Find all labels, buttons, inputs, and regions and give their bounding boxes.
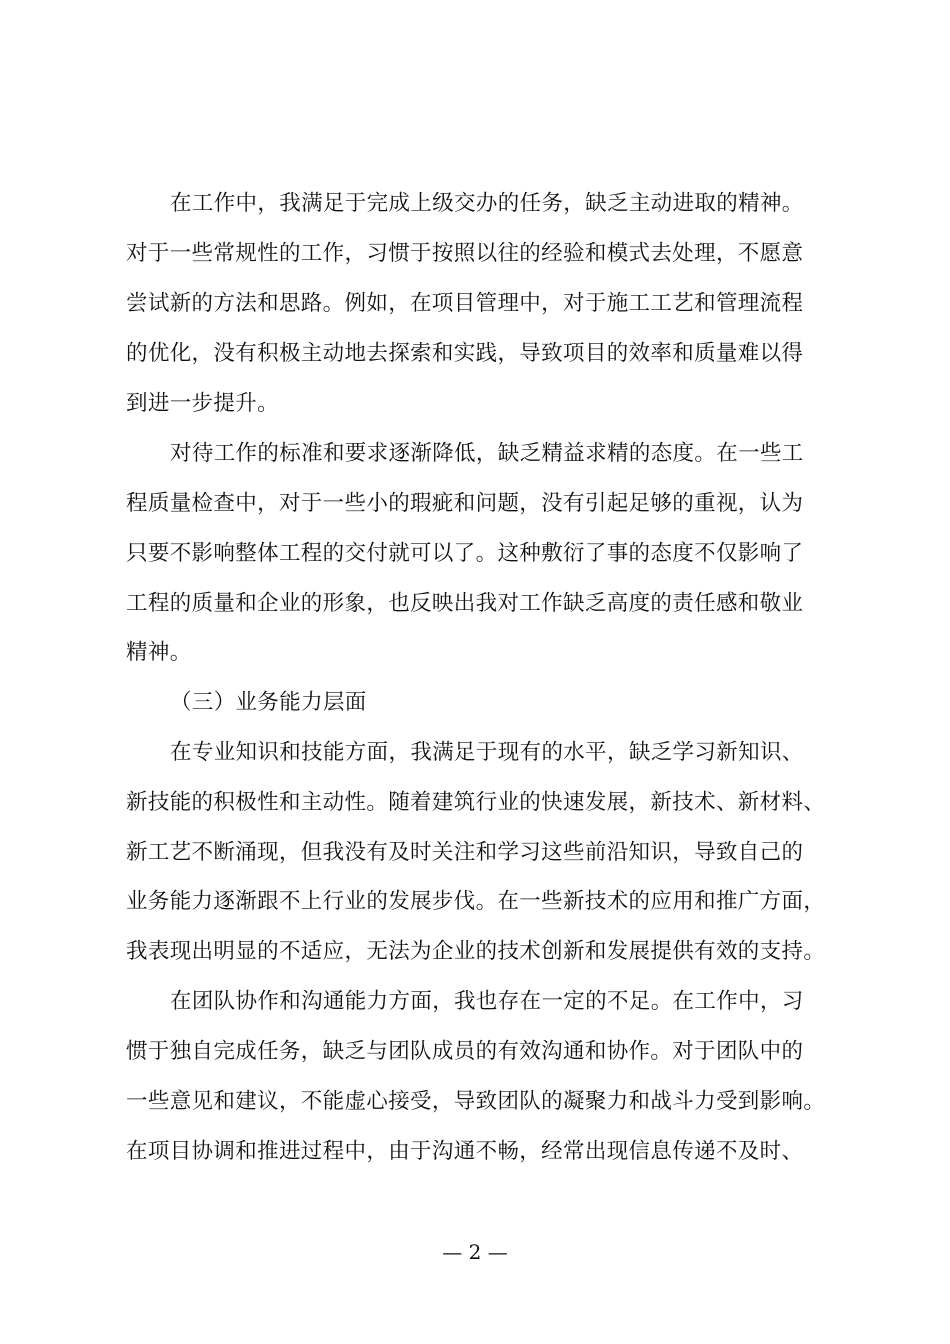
text-line: 在专业知识和技能方面，我满足于现有的水平，缺乏学习新知识、 (170, 740, 804, 765)
text-line: 程质量检查中，对于一些小的瑕疵和问题，没有引起足够的重视，认为 (126, 491, 804, 516)
text-line: 在项目协调和推进过程中，由于沟通不畅，经常出现信息传递不及时、 (126, 1139, 804, 1164)
text-line: 尝试新的方法和思路。例如，在项目管理中，对于施工工艺和管理流程 (126, 291, 804, 316)
text-line: 对待工作的标准和要求逐渐降低，缺乏精益求精的态度。在一些工 (170, 441, 804, 466)
text-line: 一些意见和建议，不能虚心接受，导致团队的凝聚力和战斗力受到影响。 (126, 1089, 826, 1114)
section-heading: （三）业务能力层面 (170, 690, 367, 715)
text-line: 工程的质量和企业的形象，也反映出我对工作缺乏高度的责任感和敬业 (126, 591, 804, 616)
text-line: 精神。 (126, 640, 192, 665)
text-line: 的优化，没有积极主动地去探索和实践，导致项目的效率和质量难以得 (126, 341, 804, 366)
text-line: 新工艺不断涌现，但我没有及时关注和学习这些前沿知识，导致自己的 (126, 840, 804, 865)
text-line: 惯于独自完成任务，缺乏与团队成员的有效沟通和协作。对于团队中的 (126, 1039, 804, 1064)
text-line: 在工作中，我满足于完成上级交办的任务，缺乏主动进取的精神。 (170, 191, 804, 216)
text-line: 业务能力逐渐跟不上行业的发展步伐。在一些新技术的应用和推广方面， (126, 889, 826, 914)
text-line: 只要不影响整体工程的交付就可以了。这种敷衍了事的态度不仅影响了 (126, 541, 804, 566)
text-line: 我表现出明显的不适应，无法为企业的技术创新和发展提供有效的支持。 (126, 939, 826, 964)
text-line: 到进一步提升。 (126, 391, 279, 416)
page-number: — 2 — (442, 1240, 508, 1264)
text-line: 对于一些常规性的工作，习惯于按照以往的经验和模式去处理，不愿意 (126, 241, 804, 266)
text-line: 新技能的积极性和主动性。随着建筑行业的快速发展，新技术、新材料、 (126, 790, 826, 815)
text-line: 在团队协作和沟通能力方面，我也存在一定的不足。在工作中，习 (170, 989, 804, 1014)
